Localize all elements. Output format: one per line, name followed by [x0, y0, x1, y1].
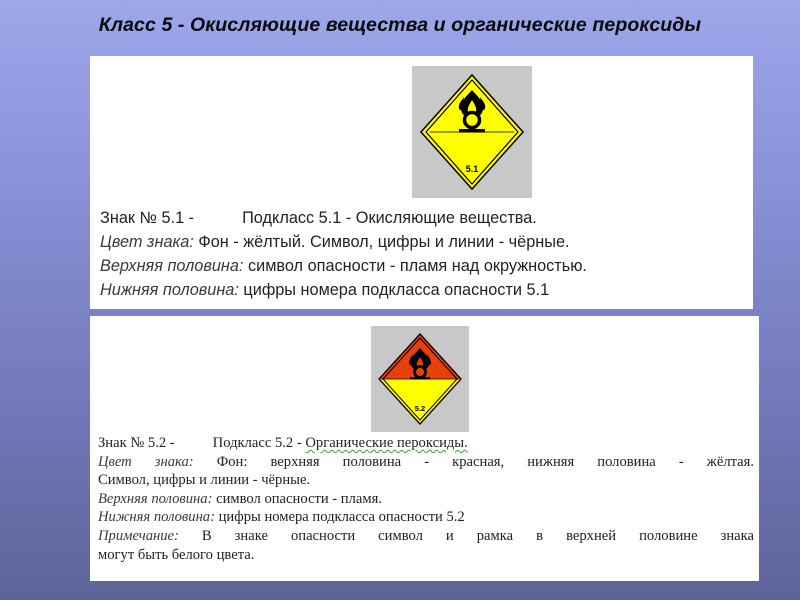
sign-5-2-frame	[371, 326, 469, 432]
subclass-title-prefix: Подкласс 5.2 -	[212, 435, 306, 451]
sign-5-2-line-2	[98, 453, 754, 472]
sign-5-1-line-3	[100, 254, 748, 278]
sign-5-2-line-3	[98, 471, 754, 490]
upper-half-label: Верхняя половина:	[98, 490, 213, 507]
sign-5-2-line-4	[98, 490, 754, 509]
sign-5-1-panel	[90, 56, 753, 309]
sign-5-2-line-6	[98, 527, 754, 546]
note-label: Примечание:	[98, 527, 179, 544]
sign-5-1-number: 5.1	[465, 164, 479, 174]
lower-half-label: Нижняя половина:	[98, 509, 215, 526]
sign-5-2-line-1	[98, 434, 754, 453]
symbol-color-text: Символ, цифры и линии - чёрные.	[98, 472, 311, 489]
sign-5-1-line-1	[100, 206, 748, 230]
sign-5-2-line-5	[98, 508, 754, 527]
color-label: Цвет знака:	[100, 233, 194, 251]
flame-over-circle-icon	[371, 326, 469, 432]
color-text: Фон - жёлтый. Символ, цифры и линии - чёрные.	[198, 233, 570, 251]
upper-half-text: символ опасности - пламя над окружностью.	[247, 257, 587, 275]
color-label: Цвет знака:	[98, 453, 194, 470]
sign-5-2-number: 5.2	[414, 404, 426, 413]
upper-half-text: символ опасности - пламя.	[216, 490, 382, 507]
sign-5-2-line-7	[98, 546, 754, 565]
note-text-continued: могут быть белого цвета.	[98, 546, 255, 563]
subclass-title: Органические пероксиды.	[305, 435, 468, 451]
upper-half-label: Верхняя половина:	[100, 257, 244, 275]
subclass-title: Подкласс 5.1 - Окисляющие вещества.	[242, 209, 537, 227]
sign-5-2-panel	[90, 316, 759, 581]
sign-5-1-line-4	[100, 278, 748, 302]
sign-number-label: Знак № 5.1 -	[100, 209, 195, 227]
lower-half-text: цифры номера подкласса опасности 5.1	[243, 281, 550, 299]
slide-title: Класс 5 - Окисляющие вещества и органические пероксиды	[98, 14, 702, 36]
sign-number-label: Знак № 5.2 -	[98, 435, 175, 451]
note-text: В знаке опасности символ и рамка в верхней половине знака	[201, 527, 754, 544]
lower-half-label: Нижняя половина:	[100, 281, 239, 299]
color-text: Фон: верхняя половина - красная, нижняя половина - жёлтая.	[216, 453, 754, 470]
sign-5-2-description	[98, 434, 754, 564]
flame-over-circle-icon	[412, 66, 532, 198]
sign-5-1-frame	[412, 66, 532, 198]
sign-5-1-description	[100, 206, 748, 302]
lower-half-text: цифры номера подкласса опасности 5.2	[218, 509, 465, 526]
sign-5-1-line-2	[100, 230, 748, 254]
